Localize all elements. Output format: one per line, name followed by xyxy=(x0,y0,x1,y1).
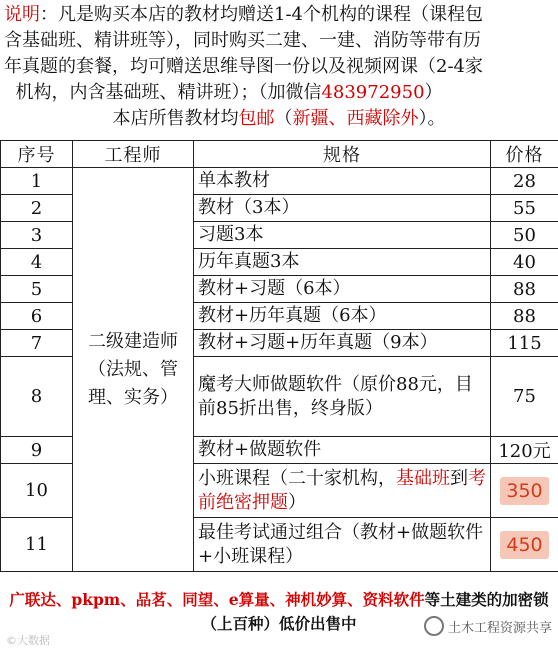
row-price: 40 xyxy=(491,249,558,276)
row-spec: 习题3本 xyxy=(194,222,491,249)
row-price: 115 xyxy=(491,330,558,357)
price-badge: 350 xyxy=(500,477,548,505)
row-price xyxy=(491,518,558,572)
engineer-line-1: 二级建造师 xyxy=(88,330,178,352)
wechat-logo-icon xyxy=(424,616,444,636)
notice-line-4 xyxy=(4,80,554,106)
row-no: 4 xyxy=(1,249,73,276)
wechat-id: 483972950 xyxy=(321,82,425,103)
engineer-cell xyxy=(73,168,194,572)
spec-part: 到 xyxy=(450,467,468,489)
spec-highlight: 考前绝密押题 xyxy=(198,467,486,513)
row-spec: 魔考大师做题软件（原价88元，目前85折出售，终身版） xyxy=(194,357,491,437)
row-no: 1 xyxy=(1,168,73,195)
row-spec: 教材+历年真题（6本） xyxy=(194,303,491,330)
header-spec: 规格 xyxy=(194,141,491,168)
row-price: 88 xyxy=(491,303,558,330)
engineer-line-2: （法规、管 xyxy=(88,358,178,380)
notice-text-1: ：凡是购买本店的教材均赠送1-4个机构的课程（课程包 xyxy=(40,4,483,25)
watermark-left: ©大数据 xyxy=(6,634,50,647)
row-no: 6 xyxy=(1,303,73,330)
footer-text: 等土建类的加密锁（上百种）低价出售中 xyxy=(201,590,549,633)
row-no: 9 xyxy=(1,437,73,464)
notice-block xyxy=(4,2,554,134)
row-spec: 教材+做题软件 xyxy=(194,437,491,464)
notice-line-2: 含基础班、精讲班等），同时购买二建、一建、消防等带有历 xyxy=(4,30,481,51)
row-price: 55 xyxy=(491,195,558,222)
row-price xyxy=(491,464,558,518)
spec-part: 小班课程（二十家机构， xyxy=(198,467,396,489)
header-engineer: 工程师 xyxy=(73,141,194,168)
row-price: 75 xyxy=(491,357,558,437)
shipping-exception: 新疆、西藏除外 xyxy=(292,108,419,129)
notice-text-4b: ） xyxy=(424,82,443,103)
row-spec: 教材+习题（6本） xyxy=(194,276,491,303)
notice-line-5 xyxy=(4,106,554,132)
notice-text-5c: ）。 xyxy=(418,108,446,129)
row-no: 7 xyxy=(1,330,73,357)
table-header-row xyxy=(1,141,558,168)
row-price: 50 xyxy=(491,222,558,249)
notice-text-5b: （ xyxy=(274,108,293,129)
row-no: 5 xyxy=(1,276,73,303)
notice-text-4a: 机构，内含基础班、精讲班）；（加微信 xyxy=(15,82,322,103)
spec-highlight: 基础班 xyxy=(396,467,450,489)
notice-line-1 xyxy=(4,2,554,28)
row-spec: 教材（3本） xyxy=(194,195,491,222)
row-spec xyxy=(194,464,491,518)
row-spec: 单本教材 xyxy=(194,168,491,195)
row-price: 120元 xyxy=(491,437,558,464)
engineer-line-3: 理、实务） xyxy=(88,386,178,408)
free-shipping: 包邮 xyxy=(238,108,275,129)
row-no: 10 xyxy=(1,464,73,518)
notice-text-5a: 本店所售教材均 xyxy=(112,108,239,129)
notice-line-3: 年真题的套餐，均可赠送思维导图一份以及视频网课（2-4家 xyxy=(4,56,483,77)
spec-part: ） xyxy=(288,491,306,513)
row-no: 8 xyxy=(1,357,73,437)
row-price: 88 xyxy=(491,276,558,303)
footer-software-list: 广联达、pkpm、品茗、同望、e算量、神机妙算、资料软件 xyxy=(9,590,425,609)
row-spec: 最佳考试通过组合（教材+做题软件+小班课程） xyxy=(194,518,491,572)
row-no: 11 xyxy=(1,518,73,572)
row-price: 28 xyxy=(491,168,558,195)
price-table xyxy=(0,140,558,572)
watermark-right-text: 土木工程资源共享 xyxy=(447,620,552,636)
table-row xyxy=(1,168,558,195)
watermark-right xyxy=(424,616,552,636)
notice-label: 说明 xyxy=(4,4,40,25)
row-no: 3 xyxy=(1,222,73,249)
row-spec: 教材+习题+历年真题（9本） xyxy=(194,330,491,357)
row-spec: 历年真题3本 xyxy=(194,249,491,276)
row-no: 2 xyxy=(1,195,73,222)
header-price: 价格 xyxy=(491,141,558,168)
price-badge: 450 xyxy=(500,531,548,559)
header-no: 序号 xyxy=(1,141,73,168)
